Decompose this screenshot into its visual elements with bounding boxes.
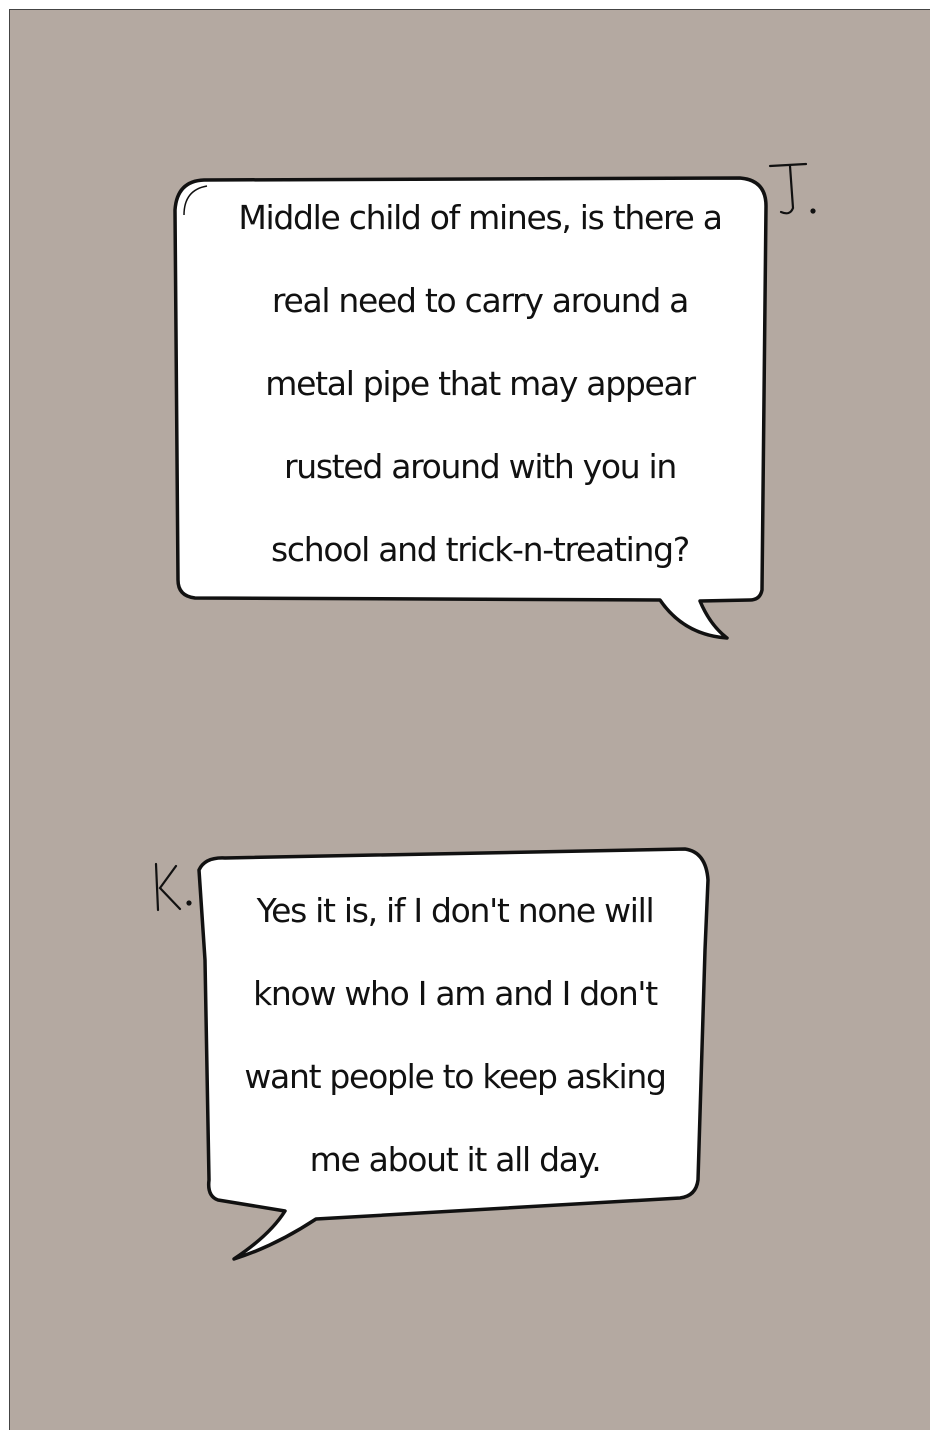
bubble-j-text xyxy=(190,176,770,591)
bubble-j-line: school and trick-n-treating? xyxy=(271,530,689,569)
bubble-k-line: want people to keep asking xyxy=(244,1057,666,1096)
bubble-j-line: real need to carry around a xyxy=(271,281,689,320)
bubble-j-line: rusted around with you in xyxy=(283,447,677,486)
bubble-j-line: metal pipe that may appear xyxy=(265,364,695,403)
bubble-k-text xyxy=(200,869,710,1201)
bubble-k-line: Yes it is, if I don't none will xyxy=(256,891,654,930)
bubble-j-line: Middle child of mines, is there a xyxy=(238,198,722,237)
bubble-k-line: know who I am and I don't xyxy=(253,974,657,1013)
bubble-k-line: me about it all day. xyxy=(309,1140,601,1179)
